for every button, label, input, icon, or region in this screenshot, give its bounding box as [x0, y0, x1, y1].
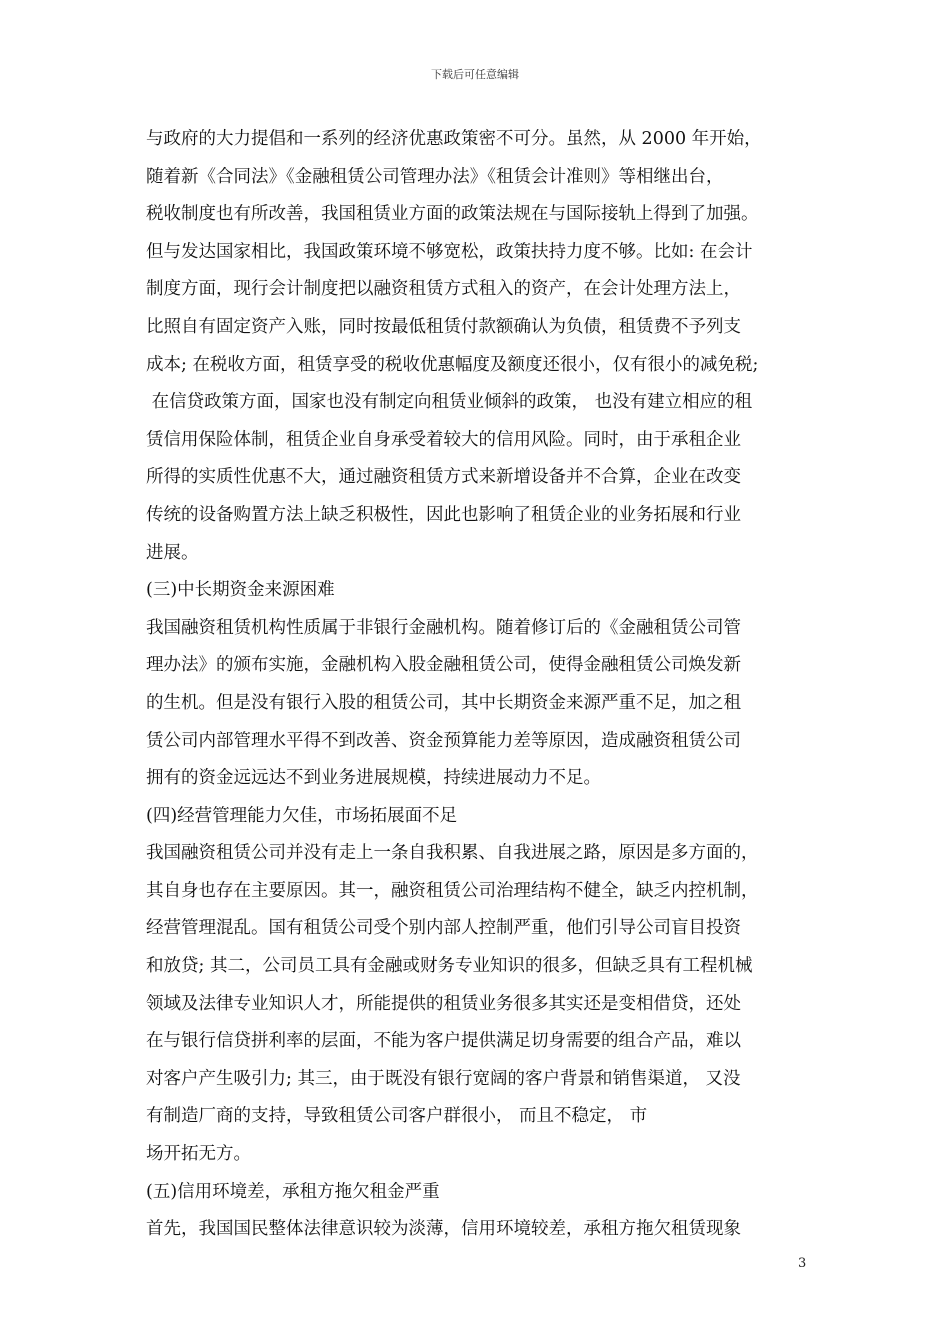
- text-line: 与政府的大力提倡和一系列的经济优惠政策密不可分。虽然，从 2000 年开始，: [146, 129, 762, 149]
- text-line: 所得的实质性优惠不大，通过融资租赁方式来新增设备并不合算，企业在改变: [146, 467, 741, 488]
- text-line: 拥有的资金远远达不到业务进展规模，持续进展动力不足。: [146, 768, 601, 789]
- text-line: 比照自有固定资产入账，同时按最低租赁付款额确认为负债，租赁费不予列支: [146, 316, 741, 337]
- text-line: 理办法》的颁布实施，金融机构入股金融租赁公司，使得金融租赁公司焕发新: [146, 655, 741, 676]
- text-line: 我国融资租赁机构性质属于非银行金融机构。随着修订后的《金融租赁公司管: [146, 617, 741, 638]
- page-number: 3: [798, 1256, 807, 1271]
- text-line: 赁公司内部管理水平得不到改善、资金预算能力差等原因，造成融资租赁公司: [146, 730, 741, 751]
- text-line: 领域及法律专业知识人才，所能提供的租赁业务很多其实还是变相借贷，还处: [146, 993, 741, 1014]
- text-line: 的生机。但是没有银行入股的租赁公司，其中长期资金来源严重不足，加之租: [146, 692, 741, 713]
- text-line: (四)经营管理能力欠佳，市场拓展面不足: [146, 805, 458, 826]
- text-line: 成本; 在税收方面，租赁享受的税收优惠幅度及额度还很小，仅有很小的减免税;: [146, 354, 759, 375]
- text-line: 首先，我国国民整体法律意识较为淡薄，信用环境较差，承租方拖欠租赁现象: [146, 1219, 741, 1240]
- text-line: 传统的设备购置方法上缺乏积极性，因此也影响了租赁企业的业务拓展和行业: [146, 504, 741, 525]
- text-line: 在信贷政策方面，国家也没有制定向租赁业倾斜的政策， 也没有建立相应的租: [146, 392, 753, 413]
- text-line: 其自身也存在主要原因。其一，融资租赁公司治理结构不健全，缺乏内控机制，: [146, 880, 759, 901]
- text-line: 经营管理混乱。国有租赁公司受个别内部人控制严重，他们引导公司盲目投资: [146, 918, 741, 939]
- text-line: 税收制度也有所改善，我国租赁业方面的政策法规在与国际接轨上得到了加强。: [146, 204, 759, 225]
- text-line: (三)中长期资金来源困难: [146, 580, 335, 601]
- text-line: 有制造厂商的支持，导致租赁公司客户群很小， 而且不稳定， 市: [146, 1106, 648, 1127]
- text-line: 制度方面，现行会计制度把以融资租赁方式租入的资产，在会计处理方法上，: [146, 279, 741, 300]
- text-line: 但与发达国家相比，我国政策环境不够宽松，政策扶持力度不够。比如: 在会计: [146, 241, 753, 262]
- text-line: 对客户产生吸引力; 其三，由于既没有银行宽阔的客户背景和销售渠道， 又没: [146, 1068, 741, 1089]
- text-line: 随着新《合同法》《金融租赁公司管理办法》《租赁会计准则》等相继出台，: [146, 166, 724, 187]
- text-line: 进展。: [146, 542, 199, 563]
- text-line: 我国融资租赁公司并没有走上一条自我积累、自我进展之路，原因是多方面的，: [146, 843, 759, 864]
- document-body: [146, 121, 826, 1249]
- text-line: 赁信用保险体制，租赁企业自身承受着较大的信用风险。同时，由于承租企业: [146, 429, 741, 450]
- page-header: 下载后可任意编辑: [431, 68, 519, 81]
- text-line: 场开拓无方。: [146, 1144, 251, 1165]
- text-line: (五)信用环境差，承租方拖欠租金严重: [146, 1181, 440, 1202]
- text-line: 在与银行信贷拼利率的层面，不能为客户提供满足切身需要的组合产品，难以: [146, 1031, 741, 1052]
- text-line: 和放贷; 其二，公司员工具有金融或财务专业知识的很多，但缺乏具有工程机械: [146, 956, 753, 977]
